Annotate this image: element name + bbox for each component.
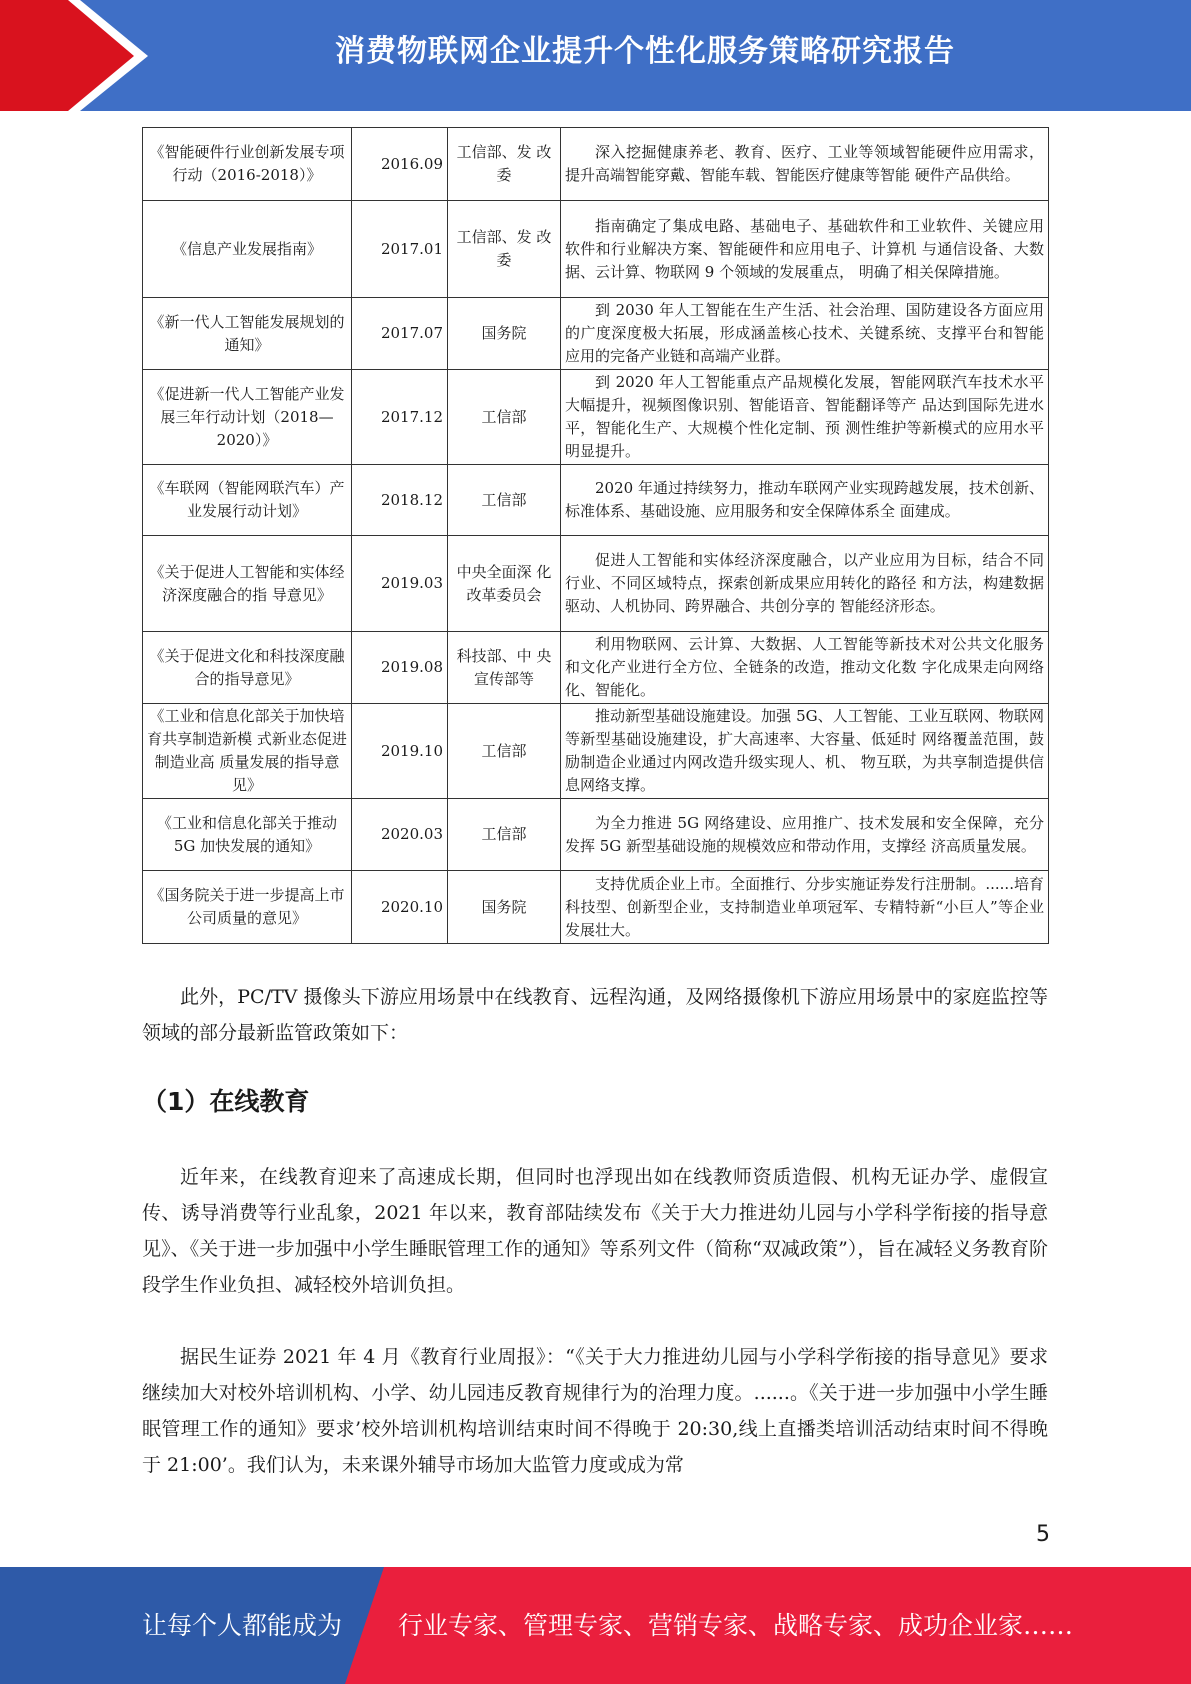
table-row [143, 128, 1049, 201]
table-row [143, 201, 1049, 298]
policy-content: 为全力推进 5G 网络建设、应用推广、技术发展和安全保障，充分发挥 5G 新型基础设施的规模效应和带动作用，支撑经 济高质量发展。 [561, 799, 1049, 871]
table-row [143, 632, 1049, 704]
policy-table [142, 127, 1049, 944]
table-row [143, 871, 1049, 944]
policy-content: 推动新型基础设施建设。加强 5G、人工智能、工业互联网、物联网等新型基础设施建设，扩大高速率、大容量、低延时 网络覆盖范围，鼓励制造企业通过内网改造升级实现人、机、 物互联，为共享制造提供信息网络支撑。 [561, 704, 1049, 799]
policy-date: 2020.10 [352, 871, 448, 944]
page-number: 5 [1036, 1522, 1050, 1547]
policy-name: 《车联网（智能网联汽车）产业发展行动计划》 [143, 465, 352, 536]
policy-name: 《促进新一代人工智能产业发展三年行动计划（2018—2020）》 [143, 370, 352, 465]
body-paragraph-2: 据民生证券 2021 年 4 月《教育行业周报》：“《关于大力推进幼儿园与小学科学衔接的指导意见》要求继续加大对校外培训机构、小学、幼儿园违反教育规律行为的治理力度。......。《关于进一步加强中小学生睡眠管理工作的通知》要求’校外培训机构培训结束时间不得晚于 20:30,线上直播类培训活动结束时间不得晚于 21:00’。我们认为，未来课外辅导市场加大监管力度或成为常 [142, 1346, 1048, 1476]
policy-content: 到 2020 年人工智能重点产品规模化发展，智能网联汽车技术水平大幅提升，视频图像识别、智能语音、智能翻译等产 品达到国际先进水平，智能化生产、大规模个性化定制、预 测性维护等新模式的应用水平明显提升。 [561, 370, 1049, 465]
policy-name: 《信息产业发展指南》 [143, 201, 352, 298]
policy-content: 支持优质企业上市。全面推行、分步实施证券发行注册制。......培育科技型、创新型企业，支持制造业单项冠军、专精特新“小巨人”等企业发展壮大。 [561, 871, 1049, 944]
table-row [143, 536, 1049, 632]
policy-date: 2016.09 [352, 128, 448, 201]
policy-content: 2020 年通过持续努力，推动车联网产业实现跨越发展，技术创新、标准体系、基础设施、应用服务和安全保障体系全 面建成。 [561, 465, 1049, 536]
policy-name: 《关于促进人工智能和实体经济深度融合的指 导意见》 [143, 536, 352, 632]
footer-slogan-right: 行业专家、管理专家、营销专家、战略专家、成功企业家…… [398, 1611, 1074, 1640]
policy-dept: 国务院 [448, 298, 561, 370]
policy-content: 到 2030 年人工智能在生产生活、社会治理、国防建设各方面应用的广度深度极大拓展，形成涵盖核心技术、关键系统、支撑平台和智能应用的完备产业链和高端产业群。 [561, 298, 1049, 370]
policy-content: 促进人工智能和实体经济深度融合，以产业应用为目标，结合不同行业、不同区域特点，探索创新成果应用转化的路径 和方法，构建数据驱动、人机协同、跨界融合、共创分享的 智能经济形态。 [561, 536, 1049, 632]
policy-name: 《关于促进文化和科技深度融合的指导意见》 [143, 632, 352, 704]
table-row [143, 704, 1049, 799]
policy-name: 《工业和信息化部关于推动 5G 加快发展的通知》 [143, 799, 352, 871]
policy-dept: 中央全面深 化改革委员会 [448, 536, 561, 632]
section-heading: （1）在线教育 [142, 1087, 310, 1116]
table-row [143, 799, 1049, 871]
page-footer [0, 1567, 1191, 1684]
policy-date: 2017.07 [352, 298, 448, 370]
policy-dept: 工信部、发 改委 [448, 201, 561, 298]
policy-date: 2017.01 [352, 201, 448, 298]
policy-date: 2018.12 [352, 465, 448, 536]
table-row [143, 370, 1049, 465]
footer-slogan-left: 让每个人都能成为 [142, 1611, 343, 1640]
policy-date: 2019.03 [352, 536, 448, 632]
policy-date: 2020.03 [352, 799, 448, 871]
page-header [0, 0, 1191, 111]
policy-dept: 国务院 [448, 871, 561, 944]
policy-dept: 科技部、中 央宣传部等 [448, 632, 561, 704]
policy-dept: 工信部 [448, 704, 561, 799]
policy-dept: 工信部 [448, 370, 561, 465]
policy-dept: 工信部 [448, 465, 561, 536]
report-title: 消费物联网企业提升个性化服务策略研究报告 [335, 34, 955, 69]
policy-dept: 工信部 [448, 799, 561, 871]
policy-content: 指南确定了集成电路、基础电子、基础软件和工业软件、关键应用软件和行业解决方案、智能硬件和应用电子、计算机 与通信设备、大数据、云计算、物联网 9 个领域的发展重点， 明确了相关保障措施。 [561, 201, 1049, 298]
policy-dept: 工信部、发 改委 [448, 128, 561, 201]
policy-date: 2017.12 [352, 370, 448, 465]
policy-name: 《智能硬件行业创新发展专项行动（2016-2018）》 [143, 128, 352, 201]
table-row [143, 298, 1049, 370]
policy-name: 《新一代人工智能发展规划的通知》 [143, 298, 352, 370]
policy-name: 《工业和信息化部关于加快培育共享制造新模 式新业态促进制造业高 质量发展的指导意见》 [143, 704, 352, 799]
table-row [143, 465, 1049, 536]
policy-date: 2019.08 [352, 632, 448, 704]
policy-content: 利用物联网、云计算、大数据、人工智能等新技术对公共文化服务和文化产业进行全方位、全链条的改造，推动文化数 字化成果走向网络化、智能化。 [561, 632, 1049, 704]
policy-name: 《国务院关于进一步提高上市公司质量的意见》 [143, 871, 352, 944]
body-paragraph-1: 近年来，在线教育迎来了高速成长期，但同时也浮现出如在线教师资质造假、机构无证办学、虚假宣传、诱导消费等行业乱象，2021 年以来，教育部陆续发布《关于大力推进幼儿园与小学科学衔接的指导意见》、《关于进一步加强中小学生睡眠管理工作的通知》等系列文件（简称“双减政策”），旨在减轻义务教育阶段学生作业负担、减轻校外培训负担。 [142, 1166, 1048, 1296]
intro-paragraph: 此外，PC/TV 摄像头下游应用场景中在线教育、远程沟通，及网络摄像机下游应用场景中的家庭监控等领域的部分最新监管政策如下： [142, 986, 1048, 1044]
policy-date: 2019.10 [352, 704, 448, 799]
policy-content: 深入挖掘健康养老、教育、医疗、工业等领域智能硬件应用需求，提升高端智能穿戴、智能车载、智能医疗健康等智能 硬件产品供给。 [561, 128, 1049, 201]
